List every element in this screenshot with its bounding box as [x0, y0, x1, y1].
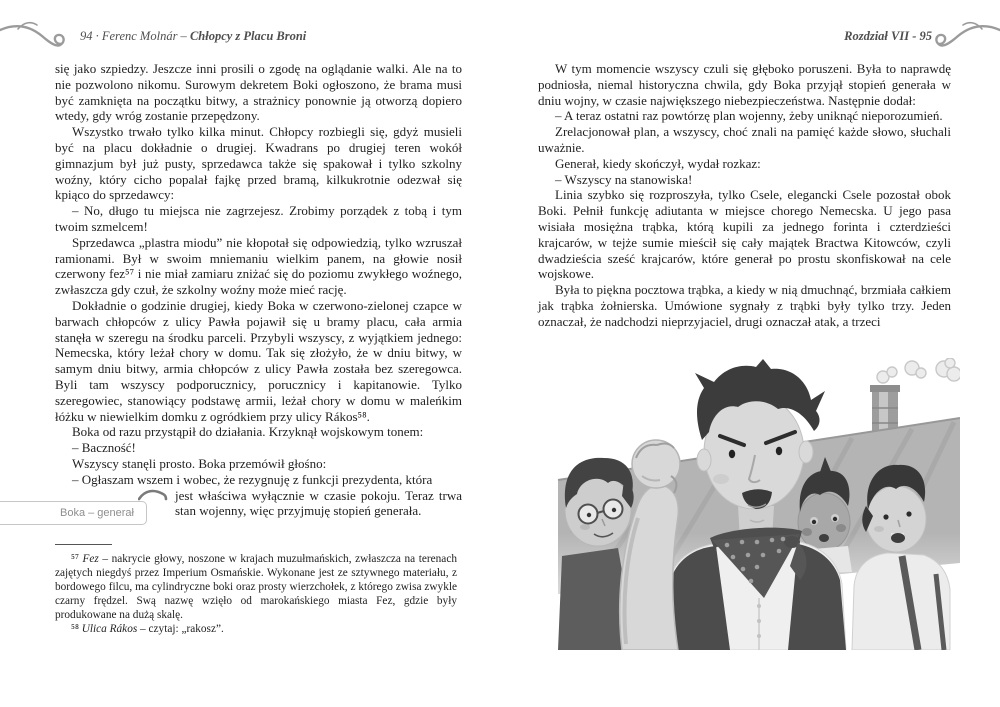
book-title: Chłopcy z Placu Broni: [189, 29, 307, 43]
corner-flourish-right: [928, 16, 1000, 58]
author-name: Ferenc Molnár –: [101, 29, 190, 43]
paragraph: – No, długo tu miejsca nie zagrzejesz. Zrobimy porządek z tobą i tym twoim szmelcem!: [55, 203, 462, 234]
paragraph: Linia szybko się rozproszyła, tylko Csele, elegancki Csele pozostał obok Boki. Pełnił funkcję adiutanta w miejsce chorego Nemecska. U jego pasa wisiała mosiężna trąbka, którą kupili za jednego forinta i czterdzieści krajcarów, w tejże sumie mieścił się cały majątek Bractwa Kitowców, czyli dwadzieścia sześć krajcarów, które generał po prostu skonfiskował na cele wojskowe.: [538, 187, 951, 282]
illustration-boka-raising-fist: [552, 358, 960, 650]
footnote-text: – czytaj: „rakosz”.: [137, 623, 224, 635]
paragraph: Generał, kiedy skończył, wydał rozkaz:: [555, 155, 761, 171]
left-text-column: [55, 61, 462, 519]
paragraph: Wszyscy stanęli prosto. Boka przemówił głośno:: [72, 455, 327, 471]
footnote-marker: ⁵⁸: [71, 623, 82, 635]
smoke-icon: [877, 358, 960, 383]
margin-note-boka-general: Boka – generał: [0, 501, 147, 525]
paragraph: – A teraz ostatni raz powtórzę plan wojenny, żeby uniknąć nieporozumień.: [555, 108, 943, 124]
paragraph: Wszystko trwało tylko kilka minut. Chłopcy rozbiegli się, gdyż musieli być na placu dokładnie o drugiej. Kwadrans po drugiej teren wokół gimnazjum był już pusty, sprzedawca także się spakował i tylko szkolny woźny, który cicho popalał fajkę przed bramą, kilkukrotnie odezwał się kpiąco do sprzedawcy:: [55, 124, 462, 203]
footnote-57: [55, 552, 457, 622]
paragraph: Dokładnie o godzinie drugiej, kiedy Boka w czerwono-zielonej czapce w barwach chłopców z ulicy Pawła pojawił się u bramy placu, cała armia stanęła w szeregu na środku parceli. Przybyli wszyscy, z wyjątkiem jednego: Nemecska, który leżał chory w domu. Tak się złożyło, że w dniu bitwy, w samym dniu bitwy, armia chłopców z ulicy Pawła została bez szeregowca. Byli tam wszyscy podporucznicy, porucznicy i kapitanowie. Tylko szeregowiec, stanowiący podstawę armii, leżał chory w domu w maleńkim łóżku w niewielkim domku z ogródkiem przy ulicy Rákos⁵⁸.: [55, 297, 462, 424]
paragraph: W tym momencie wszyscy czuli się głęboko poruszeni. Była to naprawdę podniosła, niemal historyczna chwila, gdy Boka przyjął stopień generała w dniu wojny, w czasie największego niebezpieczeństwa. Następnie dodał:: [538, 61, 951, 108]
running-head-left: [80, 29, 306, 44]
paragraph: – Baczność!: [72, 440, 136, 456]
footnote-term: Ulica Rákos: [81, 623, 138, 635]
right-text-column: [538, 61, 951, 330]
paragraph: Sprzedawca „plastra miodu” nie kłopotał się odpowiedzią, tylko wzruszał ramionami. Był w swoim mniemaniu wielkim panem, na głowie nosił czerwony fez⁵⁷ i nie miał zamiaru zniżać się do poziomu zwykłego woźnego, zwłaszcza gdy czuł, że szkolny woźny może mieć rację.: [55, 234, 462, 298]
footnote-separator: [55, 544, 112, 545]
paragraph: – Wszyscy na stanowiska!: [555, 171, 693, 187]
paragraph: Była to piękna pocztowa trąbka, a kiedy w nią dmuchnąć, brzmiała całkiem jak trąbka żołnierska. Umówione sygnały z trąbki były tylko trzy. Jeden oznaczał, że nadchodzi nieprzyjaciel, drugi oznaczał atak, a trzeci: [538, 282, 951, 329]
footnote-58: [55, 622, 457, 636]
footnote-text: – nakrycie głowy, noszone w krajach muzułmańskich, zwłaszcza na terenach zajętych niegdyś przez Imperium Osmańskie. Wykonane jest ze sztywnego materiału, z bordowego filcu, ma cylindryczne boki oraz prosty wierzchołek, z którego zwisa zwykle czarny frędzel. Swą nazwę wzięło od marokańskiego miasta Fez, gdzie były produkowane na dużą skalę.: [55, 553, 457, 621]
footnotes-block: [55, 544, 457, 636]
page-number-left: 94 ·: [80, 29, 102, 43]
footnote-term: Fez: [82, 553, 99, 565]
running-head-right: Rozdział VII - 95: [844, 29, 932, 43]
paragraph: Boka od razu przystąpił do działania. Krzyknął wojskowym tonem:: [72, 424, 424, 440]
paragraph: się jako szpiedzy. Jeszcze inni prosili o zgodę na oglądanie walki. Ale na to nie pozwolono nikomu. Surowym dekretem Boki ogłoszono, że brama musi być zamknięta na początku bitwy, a strażnicy ponownie ją otworzą dopiero wtedy, gdy wróg zostanie przepędzony.: [55, 61, 462, 124]
footnote-marker: ⁵⁷: [71, 553, 83, 565]
corner-flourish-left: [0, 16, 72, 58]
paragraph: Zrelacjonował plan, a wszyscy, choć znali na pamięć każde słowo, słuchali uważnie.: [538, 124, 951, 155]
paragraph-wrap-rest: jest właściwa wyłącznie w czasie pokoju. Teraz trwa stan wojenny, więc przyjmuję stopień generała.: [175, 487, 462, 519]
paragraph-wrap-first-line: – Ogłaszam wszem i wobec, że rezygnuję z funkcji prezydenta, która: [72, 471, 433, 487]
